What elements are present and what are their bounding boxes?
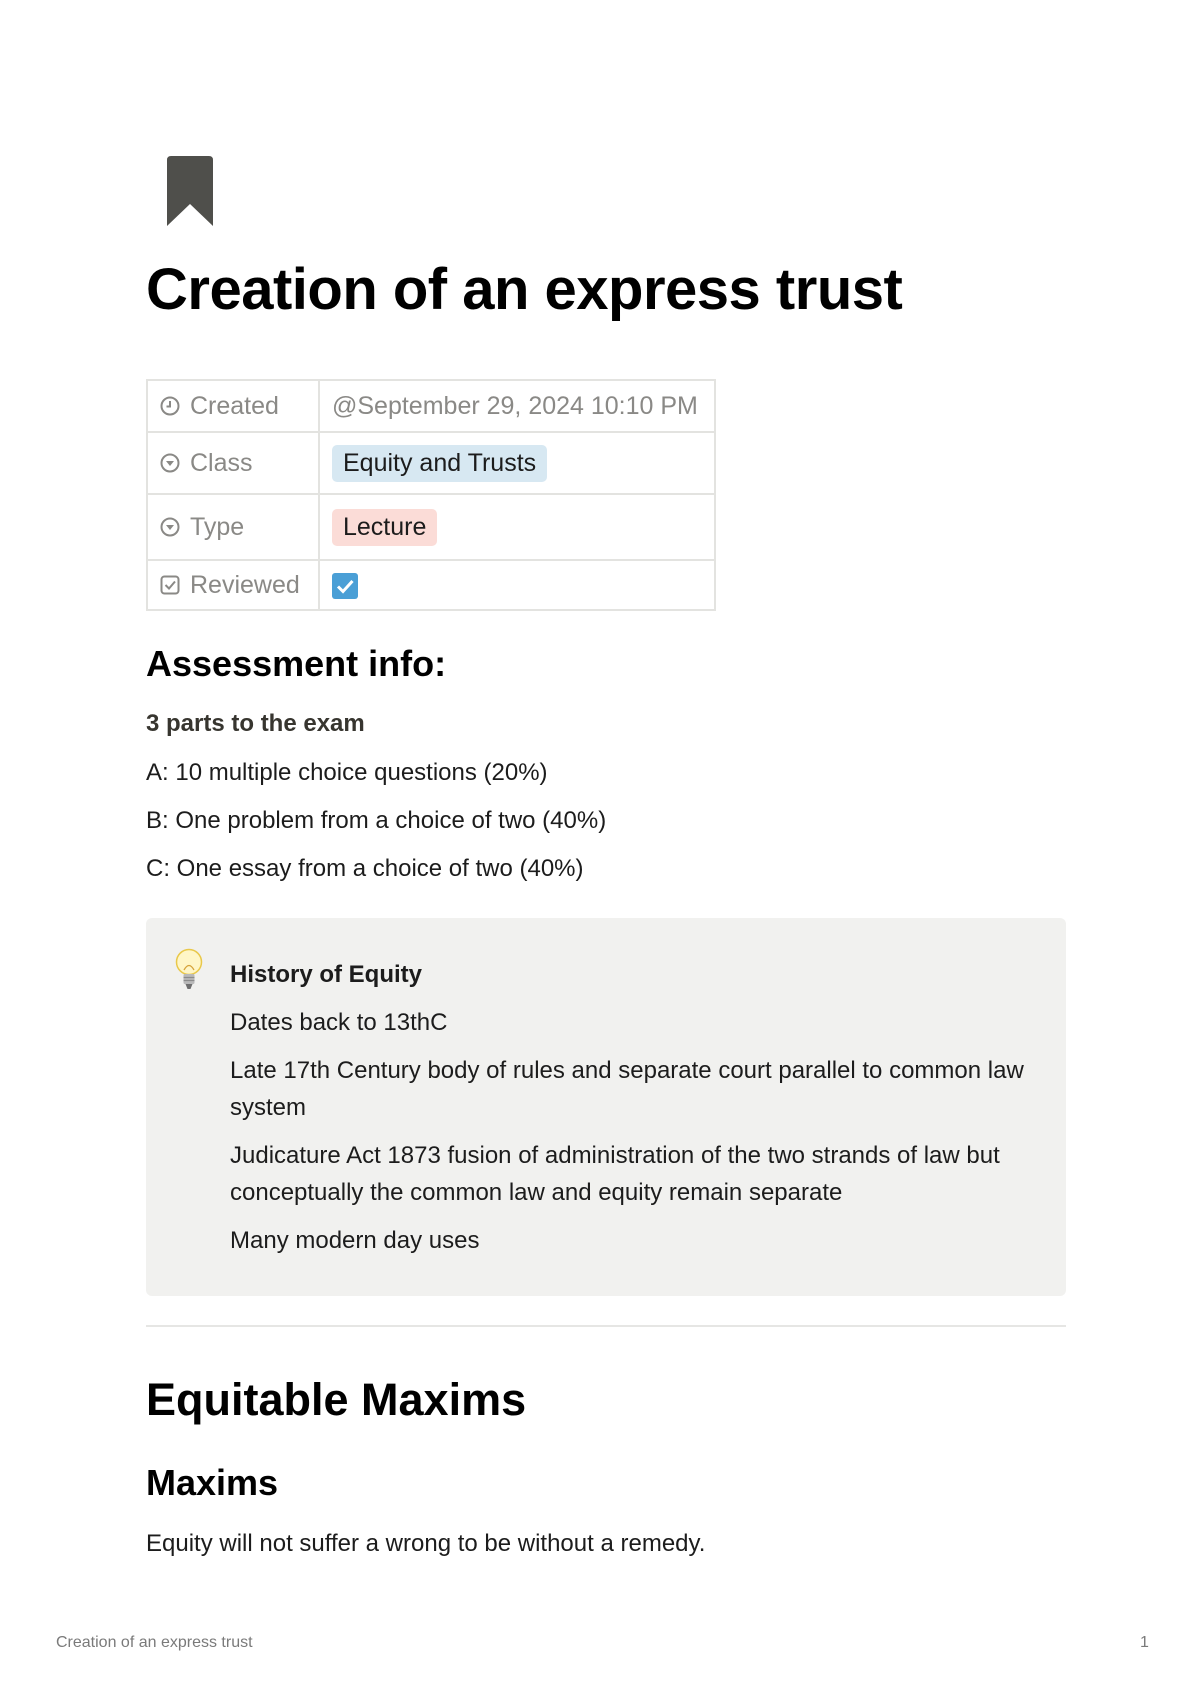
property-key-label: Created bbox=[190, 391, 279, 420]
property-value[interactable] bbox=[319, 494, 715, 560]
property-value[interactable] bbox=[319, 380, 715, 432]
page-number: 1 bbox=[1140, 1634, 1149, 1651]
property-key-label: Type bbox=[190, 512, 245, 541]
section-subheading: Maxims bbox=[146, 1462, 279, 1503]
property-row-created bbox=[147, 380, 715, 432]
property-row-type bbox=[147, 494, 715, 560]
assessment-line: B: One problem from a choice of two (40%) bbox=[146, 807, 607, 834]
callout-content bbox=[230, 956, 1050, 1270]
callout-paragraph: Late 17th Century body of rules and separate court parallel to common law system bbox=[230, 1057, 1024, 1121]
lightbulb-icon bbox=[174, 948, 204, 992]
footer-title: Creation of an express trust bbox=[56, 1634, 253, 1651]
callout-paragraph: Many modern day uses bbox=[230, 1227, 480, 1254]
property-key bbox=[147, 432, 319, 494]
assessment-line: A: 10 multiple choice questions (20%) bbox=[146, 759, 548, 786]
section-text: Equity will not suffer a wrong to be without a remedy. bbox=[146, 1530, 706, 1557]
checkbox-icon bbox=[160, 575, 180, 595]
property-row-reviewed bbox=[147, 560, 715, 610]
section-heading: Equitable Maxims bbox=[146, 1374, 527, 1425]
callout-paragraph: Judicature Act 1873 fusion of administration of the two strands of law but conceptually the common law and equity remain separate bbox=[230, 1142, 1000, 1206]
property-key bbox=[147, 560, 319, 610]
clock-icon bbox=[160, 396, 180, 416]
divider bbox=[146, 1325, 1066, 1327]
bookmark-icon bbox=[167, 156, 213, 226]
page-title: Creation of an express trust bbox=[146, 257, 903, 322]
property-key-label: Class bbox=[190, 448, 253, 477]
reviewed-checkbox[interactable] bbox=[332, 573, 358, 599]
property-key bbox=[147, 494, 319, 560]
select-icon bbox=[160, 517, 180, 537]
type-tag[interactable]: Lecture bbox=[332, 509, 437, 546]
callout-title: History of Equity bbox=[230, 961, 423, 988]
property-row-class bbox=[147, 432, 715, 494]
history-callout bbox=[146, 918, 1066, 1296]
callout-paragraph: Dates back to 13thC bbox=[230, 1009, 448, 1036]
select-icon bbox=[160, 453, 180, 473]
assessment-line: C: One essay from a choice of two (40%) bbox=[146, 855, 584, 882]
created-date: @September 29, 2024 10:10 PM bbox=[332, 391, 698, 420]
class-tag[interactable]: Equity and Trusts bbox=[332, 445, 547, 482]
assessment-heading: Assessment info: bbox=[146, 643, 447, 684]
properties-table bbox=[146, 379, 716, 611]
property-key-label: Reviewed bbox=[190, 570, 300, 599]
property-value[interactable] bbox=[319, 432, 715, 494]
assessment-subheading: 3 parts to the exam bbox=[146, 710, 365, 737]
property-value bbox=[319, 560, 715, 610]
property-key bbox=[147, 380, 319, 432]
